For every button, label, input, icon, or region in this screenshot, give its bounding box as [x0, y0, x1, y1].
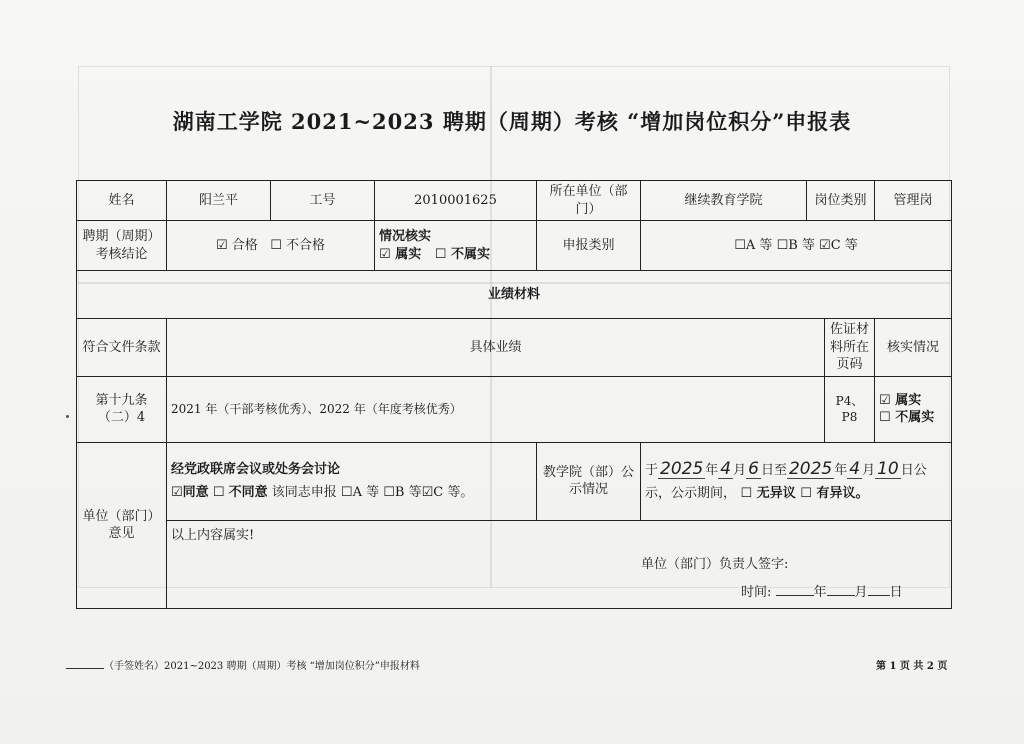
name-label: 姓名	[77, 181, 167, 221]
op-grade-a-checkbox[interactable]: ☐	[340, 485, 353, 501]
footer-left	[66, 657, 420, 672]
opinion-row	[77, 442, 952, 520]
scan-speck	[66, 415, 69, 418]
pub-year-unit: 年	[705, 462, 719, 478]
publicity-label: 教学院（部）公示情况	[537, 442, 641, 520]
signer-label: 单位（部门）负责人签字:	[641, 557, 789, 573]
fail-label: 不合格	[286, 237, 326, 253]
pass-checkbox[interactable]: ☑	[215, 237, 228, 253]
signature-cell	[167, 520, 952, 608]
conclusion-label: 聘期（周期）考核结论	[77, 221, 167, 271]
clause-value: 第十九条（二）4	[77, 376, 167, 442]
signature-blank[interactable]	[66, 668, 104, 669]
grade-a-label: A 等	[745, 237, 773, 253]
application-form-table	[76, 180, 952, 609]
perf-verify-options	[875, 376, 952, 442]
meeting-title: 经党政联席会议或处务会讨论	[171, 461, 341, 477]
detail-header: 具体业绩	[167, 319, 825, 377]
false-checkbox[interactable]: ☐	[434, 246, 447, 262]
grade-b-label: B 等	[788, 237, 815, 253]
objection-label: 有异议。	[816, 486, 869, 502]
agree-checkbox[interactable]: ☑	[171, 485, 183, 501]
clause-header: 符合文件条款	[77, 319, 167, 377]
year-unit: 年	[813, 584, 827, 600]
pub-suffix: 日公	[900, 462, 927, 478]
page-number: 第 1 页 共 2 页	[876, 661, 948, 672]
section-title-row	[77, 271, 952, 319]
disagree-label: 不同意	[228, 485, 268, 501]
footer-left-text: （手签姓名）2021~2023 聘期（周期）考核 “增加岗位积分”申报材料	[104, 661, 420, 672]
apply-type-label: 申报类别	[537, 221, 641, 271]
conclusion-options	[167, 221, 375, 271]
day-blank[interactable]	[868, 595, 890, 596]
publicity-cell	[641, 442, 952, 520]
year-blank[interactable]	[776, 595, 814, 596]
pub-month-unit: 月	[733, 462, 747, 478]
pub-day-end: 10	[877, 458, 899, 479]
section-title: 业绩材料	[77, 271, 952, 319]
verify-header: 核实情况	[875, 319, 952, 377]
signature-row	[77, 520, 952, 608]
apply-text: 该同志申报	[271, 485, 337, 501]
verify-title: 情况核实	[379, 229, 432, 245]
grade-c-label: C 等	[830, 237, 858, 253]
post-type-value: 管理岗	[875, 181, 952, 221]
pub-prefix: 于	[645, 462, 659, 478]
pub-month-unit-2: 月	[862, 462, 876, 478]
perf-true-label: 属实	[895, 392, 922, 408]
apply-type-options	[641, 221, 952, 271]
grade-c-checkbox[interactable]: ☑	[819, 237, 831, 253]
pub-month-end: 4	[849, 458, 861, 479]
no-objection-checkbox[interactable]: ☐	[740, 486, 753, 502]
page-header: 佐证材料所在页码	[825, 319, 875, 377]
op-grade-c-checkbox[interactable]: ☑	[421, 485, 434, 501]
conclusion-row	[77, 221, 952, 271]
grade-a-checkbox[interactable]: ☐	[734, 237, 746, 253]
detail-value: 2021 年（干部考核优秀）、2022 年（年度考核优秀）	[167, 376, 825, 442]
confirm-text: 以上内容属实!	[171, 527, 255, 543]
true-checkbox[interactable]: ☑	[379, 246, 391, 262]
pub-line2: 示，公示期间，	[645, 486, 737, 502]
month-unit: 月	[854, 584, 868, 600]
pub-month-start: 4	[720, 458, 732, 479]
time-label: 时间:	[741, 584, 772, 600]
page-title: 湖南工学院 2021~2023 聘期（周期）考核 “增加岗位积分”申报表	[172, 109, 852, 134]
pub-day-start: 6	[748, 458, 759, 479]
pub-day-unit: 日至	[760, 462, 787, 478]
objection-checkbox[interactable]: ☐	[800, 486, 812, 502]
perf-false-checkbox[interactable]: ☐	[879, 410, 891, 426]
pub-year-unit-2: 年	[834, 462, 848, 478]
agree-label: 同意	[182, 485, 209, 501]
pages-value: P4、P8	[825, 376, 875, 442]
true-label: 属实	[395, 246, 422, 262]
perf-true-checkbox[interactable]: ☑	[879, 392, 891, 408]
no-objection-label: 无异议	[756, 486, 796, 502]
post-type-label: 岗位类别	[807, 181, 875, 221]
op-grade-a-label: A 等	[352, 485, 380, 501]
pub-year-end: 2025	[788, 458, 833, 479]
day-unit: 日	[889, 584, 903, 600]
fail-checkbox[interactable]: ☐	[270, 237, 282, 253]
month-blank[interactable]	[827, 595, 855, 596]
disagree-checkbox[interactable]: ☐	[212, 485, 225, 501]
perf-false-label: 不属实	[895, 410, 935, 426]
opinion-label: 单位（部门）意见	[77, 442, 167, 608]
meeting-cell	[167, 442, 537, 520]
grade-b-checkbox[interactable]: ☐	[776, 237, 789, 253]
pub-year-start: 2025	[660, 458, 704, 479]
op-grade-b-checkbox[interactable]: ☐	[383, 485, 395, 501]
performance-row	[77, 376, 952, 442]
basic-info-row	[77, 181, 952, 221]
pass-label: 合格	[231, 237, 258, 253]
id-label: 工号	[271, 181, 375, 221]
id-value: 2010001625	[375, 181, 537, 221]
performance-header-row	[77, 319, 952, 377]
name-value: 阳兰平	[167, 181, 271, 221]
false-label: 不属实	[450, 246, 490, 262]
op-grade-c-label: C 等。	[433, 485, 474, 501]
dept-label: 所在单位（部门）	[537, 181, 641, 221]
sign-date	[741, 584, 947, 602]
verify-cell	[375, 221, 537, 271]
op-grade-b-label: B 等	[394, 485, 422, 501]
dept-value: 继续教育学院	[641, 181, 807, 221]
